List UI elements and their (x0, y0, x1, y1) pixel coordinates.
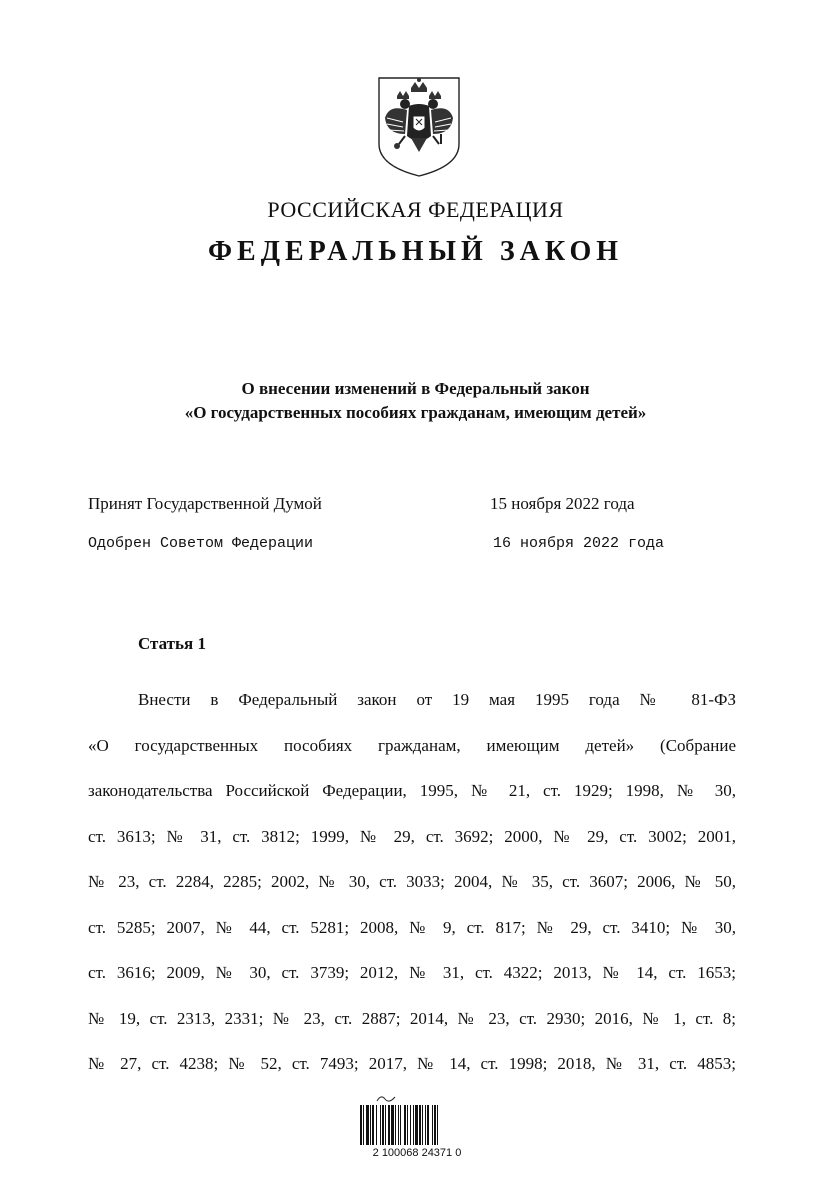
body-line: Внести в Федеральный закон от 19 мая 1995 года № 81-ФЗ (138, 690, 736, 709)
body-line: ст. 3613; № 31, ст. 3812; 1999, № 29, ст. 3692; 2000, № 29, ст. 3002; 2001, (88, 826, 736, 846)
barcode-icon (358, 1105, 476, 1145)
barcode (358, 1093, 476, 1163)
adoption-label: Одобрен Советом Федерации (88, 535, 314, 552)
body-line: № 19, ст. 2313, 2331; № 23, ст. 2887; 2014, № 23, ст. 2930; 2016, № 1, ст. 8; (88, 1008, 736, 1028)
body-line: № 27, ст. 4238; № 52, ст. 7493; 2017, № 14, ст. 1998; 2018, № 31, ст. 4853; (88, 1054, 736, 1073)
barcode-number: 2 100068 24371 0 (372, 1147, 462, 1159)
coat-of-arms-icon (375, 74, 463, 178)
adoption-label: Принят Государственной Думой (88, 494, 322, 513)
adoption-date: 16 ноября 2022 года (493, 535, 665, 552)
law-title (0, 377, 831, 425)
document-type: ФЕДЕРАЛЬНЫЙ ЗАКОН (208, 236, 623, 267)
country-name: РОССИЙСКАЯ ФЕДЕРАЦИЯ (267, 197, 564, 222)
body-line: законодательства Российской Федерации, 1995, № 21, ст. 1929; 1998, № 30, (88, 781, 736, 800)
body-line: ст. 5285; 2007, № 44, ст. 5281; 2008, № 9, ст. 817; № 29, ст. 3410; № 30, (88, 917, 736, 937)
law-title-line-2: «О государственных пособиях гражданам, имеющим детей» (184, 403, 647, 422)
registration-mark-icon (376, 1093, 396, 1103)
law-title-line-1: О внесении изменений в Федеральный закон (241, 379, 590, 398)
article-heading: Статья 1 (138, 634, 206, 653)
body-line: «О государственных пособиях гражданам, имеющим детей» (Собрание (88, 735, 736, 755)
adoption-date: 15 ноября 2022 года (490, 494, 635, 513)
body-line: № 23, ст. 2284, 2285; 2002, № 30, ст. 3033; 2004, № 35, ст. 3607; 2006, № 50, (88, 872, 736, 891)
body-line: ст. 3616; 2009, № 30, ст. 3739; 2012, № 31, ст. 4322; 2013, № 14, ст. 1653; (88, 963, 736, 982)
article-body (88, 677, 736, 1087)
